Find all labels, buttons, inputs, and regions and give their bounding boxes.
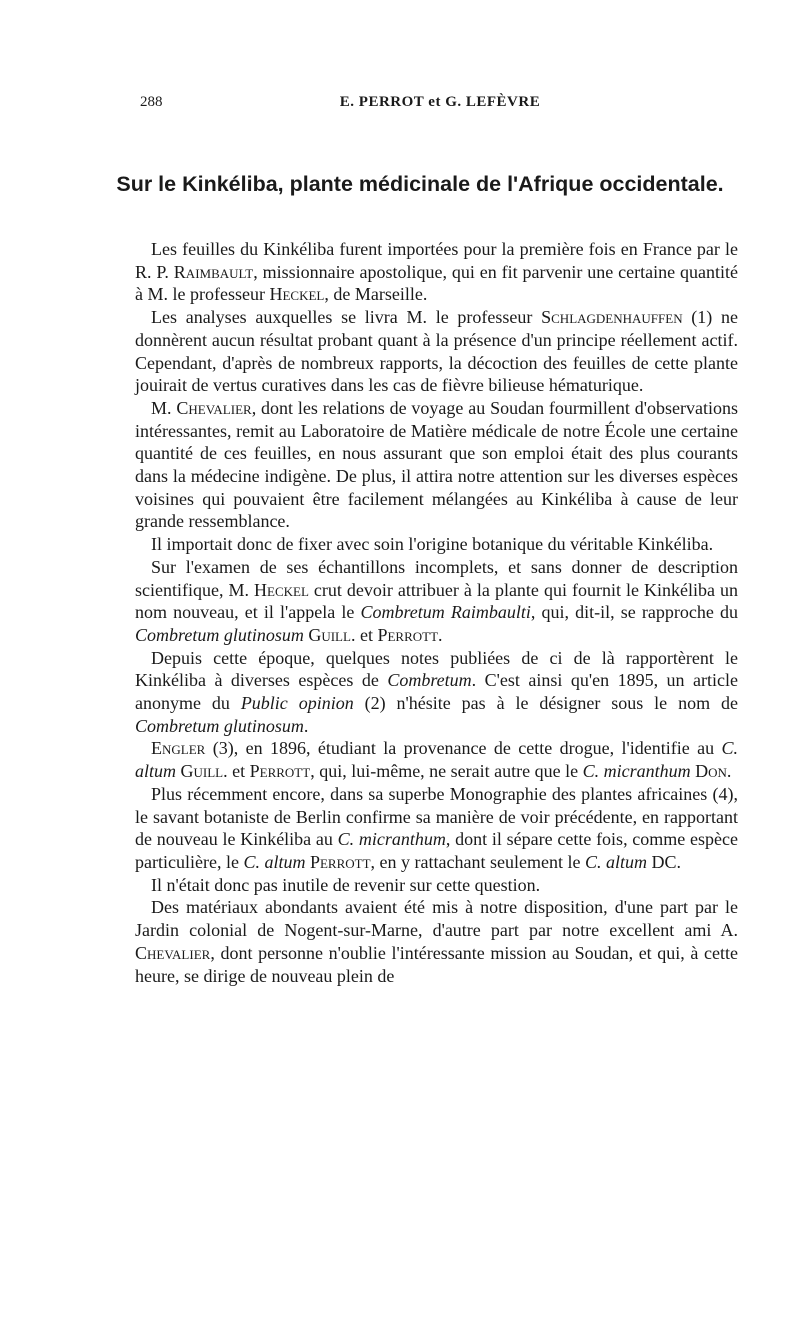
paragraph-3: M. Chevalier, dont les relations de voyage au Soudan fourmillent d'observations intéressantes, remit au Laboratoire de Matière médicale de notre École une certaine quantité de ces feuilles, en nous assurant que son emploi était des plus courants dans la médecine indigène. De plus, il attira notre attention sur les diverses espèces voisines qui pouvaient être facilement mélangées au Kinkéliba à cause de leur grande ressemblance. — [135, 397, 738, 532]
paragraph-10: Des matériaux abondants avaient été mis à notre disposition, d'une part par le Jardin colonial de Nogent-sur-Marne, d'autre part par notre excellent ami A. Chevalier, dont personne n'oublie l'intéressante mission au Soudan, et qui, à cette heure, se dirige de nouveau plein de — [135, 897, 738, 986]
paragraph-5: Sur l'examen de ses échantillons incomplets, et sans donner de description scientifique, M. Heckel crut devoir attribuer à la plante qui fournit le Kinkéliba un nom nouveau, et il l'appela le Combretum Raimbaulti, qui, dit-il, se rapproche du Combretum glutinosum Guill. et Perrott. — [135, 556, 738, 645]
paragraph-9: Il n'était donc pas inutile de revenir sur cette question. — [151, 874, 541, 895]
paragraph-6: Depuis cette époque, quelques notes publiées de ci de là rapportèrent le Kinkéliba à diverses espèces de Combretum. C'est ainsi qu'en 1895, un article anonyme du Public opinion (2) n'hésite pas à le désigner sous le nom de Combretum glutinosum. — [135, 647, 738, 736]
page-number: 288 — [140, 94, 163, 110]
paragraph-7: Engler (3), en 1896, étudiant la provenance de cette drogue, l'identifie au C. altum Guill. et Perrott, qui, lui-même, ne serait autre que le C. micranthum Don. — [135, 738, 738, 782]
running-header — [140, 94, 740, 118]
article-title: Sur le Kinkéliba, plante médicinale de l'Afrique occidentale. — [116, 172, 724, 196]
article-body — [135, 238, 738, 987]
running-head-authors: E. PERROT et G. LEFÈVRE — [339, 94, 541, 110]
paragraph-1: Les feuilles du Kinkéliba furent importées pour la première fois en France par le R. P. Raimbault, missionnaire apostolique, qui en fit parvenir une certaine quantité à M. le professeur Heckel, de Marseille. — [135, 239, 738, 305]
paragraph-8: Plus récemment encore, dans sa superbe Monographie des plantes africaines (4), le savant botaniste de Berlin confirme sa manière de voir précédente, en rapportant de nouveau le Kinkéliba au C. micranthum, dont il sépare cette fois, comme espèce particulière, le C. altum Perrott, en y rattachant seulement le C. altum DC. — [135, 783, 738, 872]
paragraph-2: Les analyses auxquelles se livra M. le professeur Schlagdenhauffen (1) ne donnèrent aucun résultat probant quant à la présence d'un principe réellement actif. Cependant, d'après de nombreux rapports, la décoction des feuilles de cette plante jouirait de vertus curatives dans les cas de fièvre bilieuse hématurique. — [135, 307, 739, 396]
paragraph-4: Il importait donc de fixer avec soin l'origine botanique du véritable Kinkéliba. — [151, 534, 714, 555]
